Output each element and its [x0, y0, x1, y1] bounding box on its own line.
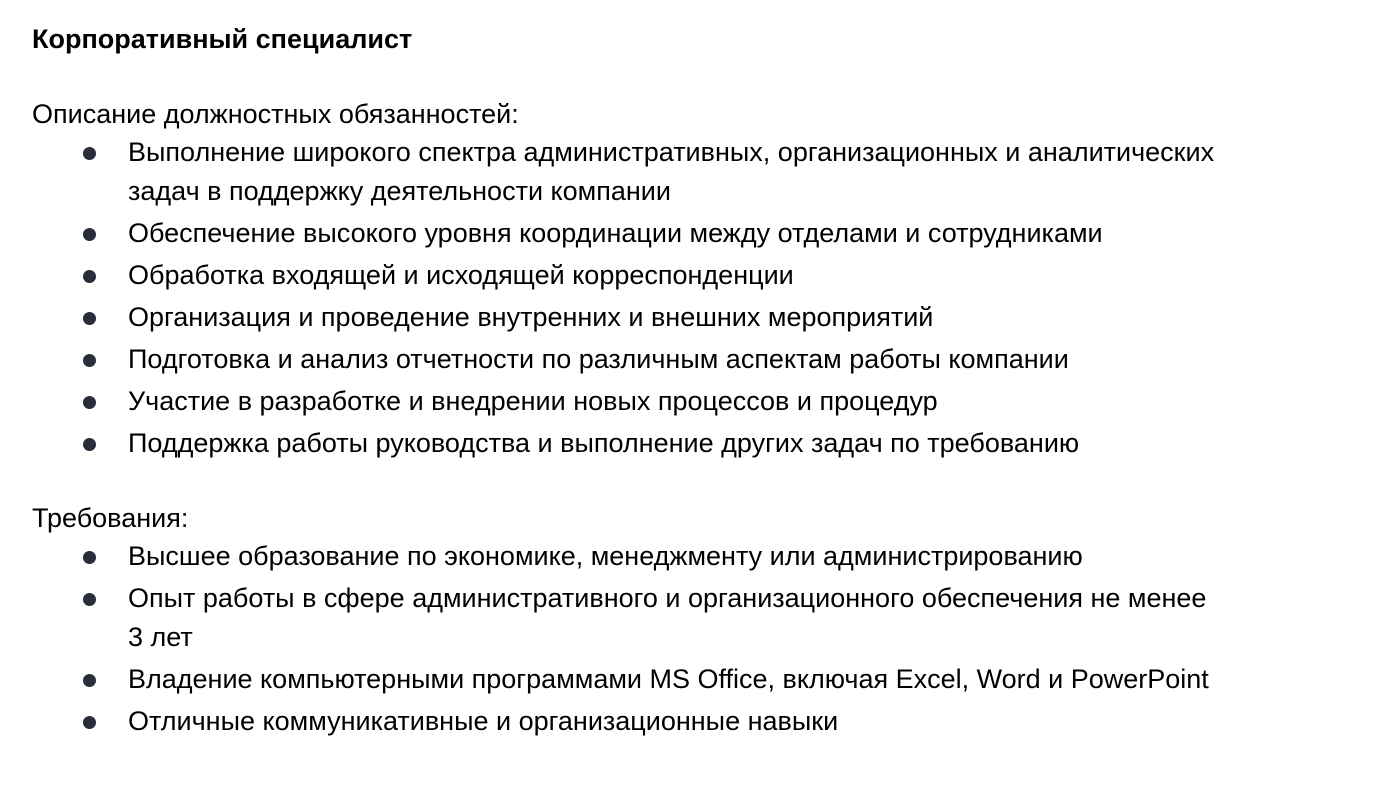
list-item	[128, 382, 1218, 421]
list-item	[128, 214, 1218, 253]
requirements-list	[32, 537, 1396, 740]
list-item-text: Отличные коммуникативные и организационные навыки	[128, 705, 839, 736]
list-item-text: Высшее образование по экономике, менеджменту или администрированию	[128, 541, 1083, 571]
bullet-icon	[83, 674, 96, 687]
bullet-icon	[83, 593, 96, 606]
list-item-text: Поддержка работы руководства и выполнение других задач по требованию	[128, 427, 1080, 458]
list-item-text: Участие в разработке и внедрении новых процессов и процедур	[128, 385, 938, 416]
list-item	[128, 298, 1218, 337]
list-item	[128, 537, 1218, 576]
requirements-heading: Требования:	[32, 503, 189, 533]
list-item-text: Организация и проведение внутренних и внешних мероприятий	[128, 301, 934, 332]
list-item-text: Обработка входящей и исходящей корреспонденции	[128, 259, 794, 290]
bullet-icon	[83, 228, 96, 241]
document-title: Корпоративный специалист	[32, 24, 413, 54]
list-item-text: Выполнение широкого спектра административных, организационных и аналитических задач в поддержку деятельности компании	[128, 137, 1215, 206]
bullet-icon	[83, 551, 96, 564]
list-item-text: Подготовка и анализ отчетности по различным аспектам работы компании	[128, 343, 1069, 374]
bullet-icon	[83, 396, 96, 409]
duties-heading: Описание должностных обязанностей:	[32, 99, 519, 129]
list-item	[128, 702, 1218, 741]
bullet-icon	[83, 716, 96, 729]
bullet-icon	[83, 354, 96, 367]
duties-list	[32, 133, 1396, 462]
list-item-text: Обеспечение высокого уровня координации между отделами и сотрудниками	[128, 217, 1103, 248]
list-item	[128, 579, 1218, 656]
list-item	[128, 133, 1218, 210]
list-item-text: Опыт работы в сфере административного и организационного обеспечения не менее 3 лет	[128, 583, 1207, 652]
list-item	[128, 660, 1218, 699]
bullet-icon	[83, 312, 96, 325]
list-item	[128, 340, 1218, 379]
bullet-icon	[83, 270, 96, 283]
bullet-icon	[83, 147, 96, 160]
list-item-text: Владение компьютерными программами MS Office, включая Excel, Word и PowerPoint	[128, 663, 1209, 694]
bullet-icon	[83, 438, 96, 451]
list-item	[128, 256, 1218, 295]
list-item	[128, 424, 1218, 463]
